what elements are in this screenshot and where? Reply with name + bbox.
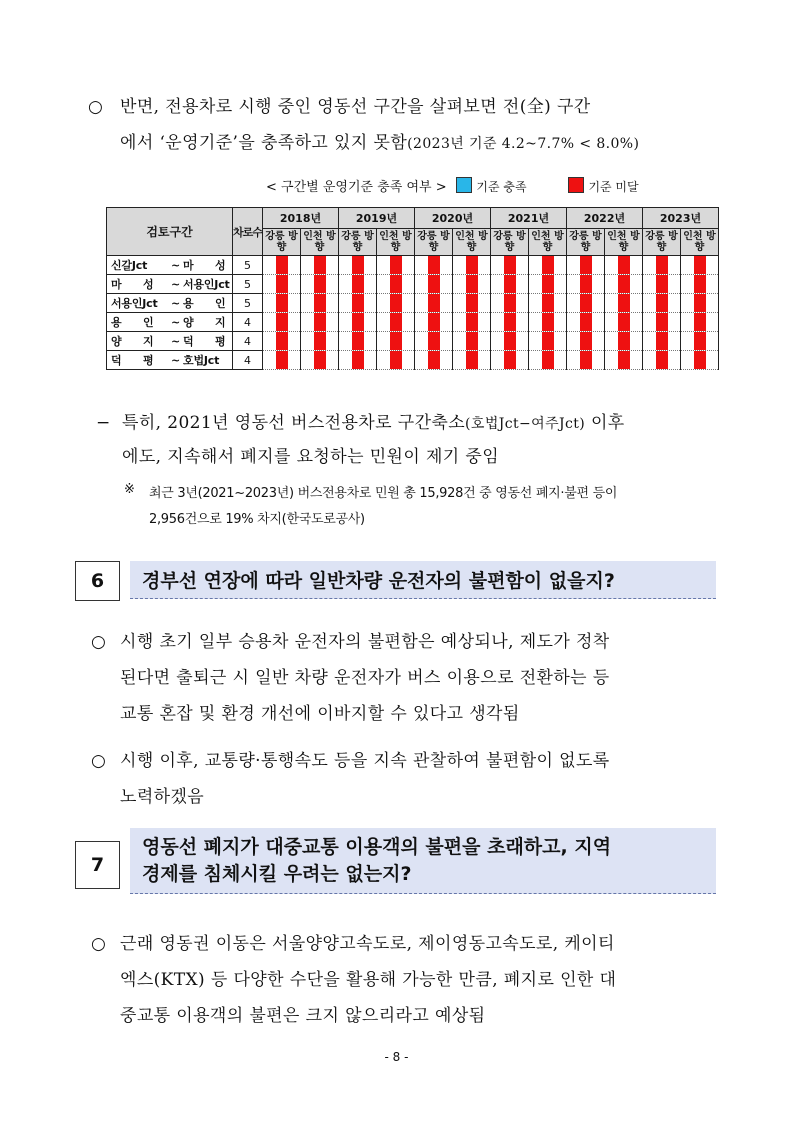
status-cell xyxy=(491,313,529,332)
status-bar-unmet xyxy=(694,313,706,331)
status-cell xyxy=(263,294,301,313)
section-separator: ~ xyxy=(171,297,181,310)
section-from: 마 성 xyxy=(111,278,154,291)
lane-count: 4 xyxy=(233,351,263,370)
status-bar-unmet xyxy=(276,294,288,312)
status-bar-unmet xyxy=(352,275,364,293)
status-bar-unmet xyxy=(656,351,668,369)
status-bar-unmet xyxy=(694,351,706,369)
status-cell xyxy=(681,313,719,332)
header-direction: 인천 방향 xyxy=(453,229,491,256)
status-cell xyxy=(377,332,415,351)
status-bar-unmet xyxy=(466,332,478,350)
status-cell xyxy=(567,332,605,351)
section-separator: ~ xyxy=(171,316,181,329)
status-cell xyxy=(529,332,567,351)
status-bar-unmet xyxy=(504,275,516,293)
bullet-mark: ○ xyxy=(91,751,106,771)
header-direction: 인천 방향 xyxy=(605,229,643,256)
status-cell xyxy=(415,256,453,275)
paragraph-note: (2023년 기준 4.2~7.7% < 8.0%) xyxy=(407,136,640,152)
status-bar-unmet xyxy=(542,351,554,369)
header-direction: 강릉 방향 xyxy=(567,229,605,256)
paragraph-line: 교통 혼잡 및 환경 개선에 이바지할 수 있다고 생각됨 xyxy=(120,704,520,724)
status-cell xyxy=(377,256,415,275)
header-year: 2022년 xyxy=(567,208,643,229)
header-direction: 인천 방향 xyxy=(681,229,719,256)
paragraph-line: 근래 영동권 이동은 서울양양고속도로, 제이영동고속도로, 케이티 xyxy=(120,934,615,954)
status-bar-unmet xyxy=(504,256,516,274)
status-cell xyxy=(491,256,529,275)
status-cell xyxy=(339,294,377,313)
status-cell xyxy=(491,332,529,351)
paragraph-line: 에도, 지속해서 폐지를 요청하는 민원이 제기 중임 xyxy=(122,447,500,467)
header-direction: 인천 방향 xyxy=(301,229,339,256)
section-from: 덕 평 xyxy=(111,354,154,367)
status-cell xyxy=(263,351,301,370)
status-bar-unmet xyxy=(428,275,440,293)
status-bar-unmet xyxy=(694,294,706,312)
status-cell xyxy=(339,351,377,370)
status-cell xyxy=(453,275,491,294)
section-range xyxy=(107,275,233,294)
status-cell xyxy=(415,351,453,370)
status-cell xyxy=(643,332,681,351)
note-mark: ※ xyxy=(124,482,135,497)
status-cell xyxy=(529,256,567,275)
status-bar-unmet xyxy=(580,256,592,274)
status-cell xyxy=(301,351,339,370)
header-direction: 강릉 방향 xyxy=(415,229,453,256)
status-cell xyxy=(453,351,491,370)
status-cell xyxy=(491,294,529,313)
status-bar-unmet xyxy=(618,313,630,331)
section-range xyxy=(107,313,233,332)
legend-met-label: 기준 충족 xyxy=(476,180,527,194)
status-cell xyxy=(415,332,453,351)
section-to: 양 지 xyxy=(183,316,226,329)
status-bar-unmet xyxy=(618,332,630,350)
status-bar-unmet xyxy=(542,256,554,274)
status-bar-unmet xyxy=(352,351,364,369)
header-direction: 강릉 방향 xyxy=(643,229,681,256)
status-cell xyxy=(605,332,643,351)
section-title-line: 경제를 침체시킬 우려는 없는지? xyxy=(142,862,412,885)
header-direction: 강릉 방향 xyxy=(339,229,377,256)
status-cell xyxy=(339,256,377,275)
status-bar-unmet xyxy=(618,275,630,293)
status-cell xyxy=(567,275,605,294)
status-cell xyxy=(377,294,415,313)
status-cell xyxy=(681,256,719,275)
status-bar-unmet xyxy=(656,294,668,312)
legend-unmet-swatch xyxy=(568,177,584,193)
paragraph-line: 된다면 출퇴근 시 일반 차량 운전자가 버스 이용으로 전환하는 등 xyxy=(120,668,610,688)
header-direction: 강릉 방향 xyxy=(491,229,529,256)
status-cell xyxy=(263,332,301,351)
status-bar-unmet xyxy=(352,256,364,274)
header-year: 2023년 xyxy=(643,208,719,229)
status-bar-unmet xyxy=(390,294,402,312)
status-cell xyxy=(377,275,415,294)
status-bar-unmet xyxy=(504,294,516,312)
status-cell xyxy=(301,256,339,275)
paragraph-note: (호법Jct−여주Jct) xyxy=(465,416,586,432)
paragraph-line: 노력하겠음 xyxy=(120,787,205,807)
status-bar-unmet xyxy=(390,256,402,274)
table-row xyxy=(107,256,719,275)
section-from: 용 인 xyxy=(111,316,154,329)
paragraph-line: 중교통 이용객의 불편은 크지 않으리라고 예상됨 xyxy=(120,1006,486,1026)
status-cell xyxy=(643,275,681,294)
status-bar-unmet xyxy=(390,332,402,350)
status-bar-unmet xyxy=(276,313,288,331)
paragraph-text: 에서 ‘운영기준’을 충족하고 있지 못함 xyxy=(120,133,408,153)
status-bar-unmet xyxy=(390,275,402,293)
page-number: - 8 - xyxy=(384,1050,409,1064)
paragraph-line xyxy=(122,406,625,441)
status-cell xyxy=(377,351,415,370)
status-cell xyxy=(491,351,529,370)
status-bar-unmet xyxy=(656,275,668,293)
status-cell xyxy=(567,351,605,370)
status-bar-unmet xyxy=(390,351,402,369)
status-bar-unmet xyxy=(314,256,326,274)
header-year: 2018년 xyxy=(263,208,339,229)
lane-count: 4 xyxy=(233,313,263,332)
section-separator: ~ xyxy=(171,278,181,291)
paragraph-line: 엑스(KTX) 등 다양한 수단을 활용해 가능한 만큼, 폐지로 인한 대 xyxy=(120,970,617,990)
status-cell xyxy=(301,313,339,332)
status-cell xyxy=(567,256,605,275)
status-bar-unmet xyxy=(314,332,326,350)
status-cell xyxy=(643,313,681,332)
status-cell xyxy=(415,313,453,332)
header-year: 2020년 xyxy=(415,208,491,229)
status-bar-unmet xyxy=(428,351,440,369)
status-cell xyxy=(605,256,643,275)
section-from: 양 지 xyxy=(111,335,154,348)
section-number: 7 xyxy=(75,841,120,889)
section-range xyxy=(107,294,233,313)
status-cell xyxy=(681,275,719,294)
status-cell xyxy=(529,275,567,294)
status-bar-unmet xyxy=(390,313,402,331)
status-cell xyxy=(681,294,719,313)
header-year: 2019년 xyxy=(339,208,415,229)
status-bar-unmet xyxy=(580,294,592,312)
status-cell xyxy=(681,351,719,370)
status-bar-unmet xyxy=(314,275,326,293)
bullet-mark: ○ xyxy=(91,632,106,652)
status-cell xyxy=(605,294,643,313)
paragraph-line: 반면, 전용차로 시행 중인 영동선 구간을 살펴보면 전(全) 구간 xyxy=(120,97,591,117)
paragraph-line xyxy=(120,126,639,161)
status-bar-unmet xyxy=(542,294,554,312)
section-title xyxy=(130,828,716,894)
status-bar-unmet xyxy=(314,294,326,312)
status-bar-unmet xyxy=(314,351,326,369)
table-row xyxy=(107,313,719,332)
section-from: 신갈Jct xyxy=(111,259,148,272)
status-cell xyxy=(605,275,643,294)
note-line: 최근 3년(2021~2023년) 버스전용차로 민원 총 15,928건 중 영동선 폐지·불편 등이 xyxy=(149,486,618,501)
section-from: 서용인Jct xyxy=(111,297,158,310)
status-cell xyxy=(605,351,643,370)
status-bar-unmet xyxy=(466,351,478,369)
status-bar-unmet xyxy=(466,275,478,293)
status-cell xyxy=(605,313,643,332)
legend-unmet-label: 기준 미달 xyxy=(588,180,639,194)
section-range xyxy=(107,256,233,275)
status-cell xyxy=(263,256,301,275)
status-bar-unmet xyxy=(580,313,592,331)
status-cell xyxy=(415,275,453,294)
table-row xyxy=(107,275,719,294)
table-row xyxy=(107,332,719,351)
status-bar-unmet xyxy=(694,256,706,274)
status-cell xyxy=(453,294,491,313)
header-lanes: 차로수 xyxy=(233,208,263,256)
status-bar-unmet xyxy=(504,313,516,331)
status-bar-unmet xyxy=(428,332,440,350)
compliance-table xyxy=(106,207,719,370)
status-cell xyxy=(263,313,301,332)
legend-met-swatch xyxy=(456,177,472,193)
section-title: 경부선 연장에 따라 일반차량 운전자의 불편함이 없을지? xyxy=(130,561,716,599)
section-to: 서용인Jct xyxy=(183,278,230,291)
status-bar-unmet xyxy=(314,313,326,331)
status-cell xyxy=(491,275,529,294)
status-bar-unmet xyxy=(276,275,288,293)
paragraph-line: 시행 이후, 교통량·통행속도 등을 지속 관찰하여 불편함이 없도록 xyxy=(120,751,610,771)
paragraph-line: 시행 초기 일부 승용차 운전자의 불편함은 예상되나, 제도가 정착 xyxy=(120,632,610,652)
status-cell xyxy=(453,256,491,275)
status-bar-unmet xyxy=(466,256,478,274)
status-bar-unmet xyxy=(276,351,288,369)
table-row xyxy=(107,294,719,313)
bullet-mark: ○ xyxy=(91,934,106,954)
status-bar-unmet xyxy=(428,294,440,312)
section-separator: ~ xyxy=(171,335,181,348)
status-bar-unmet xyxy=(428,313,440,331)
section-to: 마 성 xyxy=(183,259,226,272)
section-to: 호법Jct xyxy=(183,354,220,367)
dash-mark: − xyxy=(96,413,111,433)
status-cell xyxy=(339,332,377,351)
status-bar-unmet xyxy=(656,332,668,350)
status-bar-unmet xyxy=(542,275,554,293)
status-bar-unmet xyxy=(580,275,592,293)
status-bar-unmet xyxy=(466,313,478,331)
section-title-line: 영동선 폐지가 대중교통 이용객의 불편을 초래하고, 지역 xyxy=(142,835,612,858)
table-row xyxy=(107,351,719,370)
section-to: 용 인 xyxy=(183,297,226,310)
lane-count: 5 xyxy=(233,275,263,294)
section-separator: ~ xyxy=(171,259,181,272)
status-cell xyxy=(301,275,339,294)
bullet-mark: ○ xyxy=(88,97,103,117)
status-cell xyxy=(263,275,301,294)
status-bar-unmet xyxy=(694,275,706,293)
header-direction: 인천 방향 xyxy=(377,229,415,256)
section-to: 덕 평 xyxy=(183,335,226,348)
status-cell xyxy=(339,275,377,294)
section-range xyxy=(107,351,233,370)
status-bar-unmet xyxy=(428,256,440,274)
status-cell xyxy=(301,294,339,313)
header-section: 검토구간 xyxy=(107,208,233,256)
status-bar-unmet xyxy=(656,256,668,274)
status-bar-unmet xyxy=(580,351,592,369)
section-range xyxy=(107,332,233,351)
status-cell xyxy=(529,294,567,313)
status-cell xyxy=(567,294,605,313)
status-bar-unmet xyxy=(618,351,630,369)
status-cell xyxy=(301,332,339,351)
status-cell xyxy=(529,351,567,370)
status-cell xyxy=(567,313,605,332)
header-direction: 강릉 방향 xyxy=(263,229,301,256)
lane-count: 5 xyxy=(233,256,263,275)
status-cell xyxy=(643,256,681,275)
status-bar-unmet xyxy=(352,332,364,350)
lane-count: 4 xyxy=(233,332,263,351)
status-cell xyxy=(643,294,681,313)
note-line: 2,956건으로 19% 차지(한국도로공사) xyxy=(149,512,365,527)
lane-count: 5 xyxy=(233,294,263,313)
header-year: 2021년 xyxy=(491,208,567,229)
status-bar-unmet xyxy=(694,332,706,350)
status-bar-unmet xyxy=(466,294,478,312)
paragraph-text: 특히, 2021년 영동선 버스전용차로 구간축소 xyxy=(122,413,466,433)
status-bar-unmet xyxy=(656,313,668,331)
status-bar-unmet xyxy=(542,332,554,350)
status-cell xyxy=(453,332,491,351)
status-bar-unmet xyxy=(618,294,630,312)
section-separator: ~ xyxy=(171,354,181,367)
status-cell xyxy=(529,313,567,332)
status-bar-unmet xyxy=(618,256,630,274)
chart-legend xyxy=(266,176,639,195)
status-cell xyxy=(681,332,719,351)
status-cell xyxy=(453,313,491,332)
paragraph-text: 이후 xyxy=(590,413,625,433)
status-bar-unmet xyxy=(580,332,592,350)
status-bar-unmet xyxy=(352,294,364,312)
status-bar-unmet xyxy=(542,313,554,331)
legend-caption: < 구간별 운영기준 충족 여부 > xyxy=(266,180,447,195)
status-cell xyxy=(643,351,681,370)
header-direction: 인천 방향 xyxy=(529,229,567,256)
status-cell xyxy=(415,294,453,313)
status-bar-unmet xyxy=(276,332,288,350)
status-cell xyxy=(377,313,415,332)
table-year-row xyxy=(107,208,719,229)
status-bar-unmet xyxy=(352,313,364,331)
section-number: 6 xyxy=(75,561,120,601)
status-cell xyxy=(339,313,377,332)
status-bar-unmet xyxy=(276,256,288,274)
status-bar-unmet xyxy=(504,332,516,350)
status-bar-unmet xyxy=(504,351,516,369)
